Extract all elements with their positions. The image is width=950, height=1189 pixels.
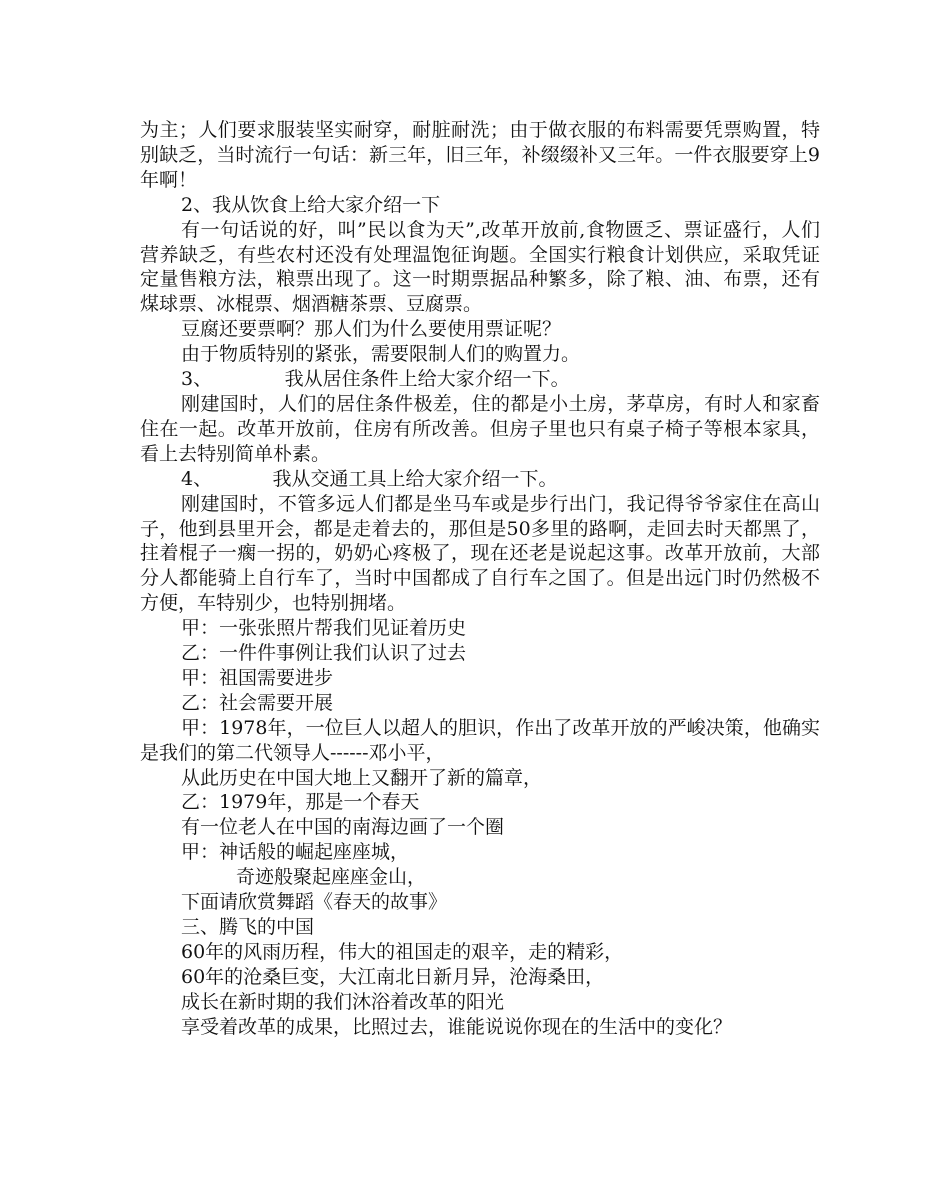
dialogue-line: 乙：1979年，那是一个春天	[181, 791, 420, 814]
paragraph-tofu-question: 豆腐还要票啊？那人们为什么要使用票证呢？	[181, 318, 562, 341]
closing-line: 60年的沧桑巨变，大江南北日新月异，沧海桑田，	[181, 965, 605, 988]
paragraph-transport: 刚建国时，不管多远人们都是坐马车或是步行出门，我记得爷爷家住在高山子，他到县里开会，都是走着去的，那但是50多里的路啊，走回去时天都黑了，拄着棍子一瘸一拐的，奶奶心疼极了，现在还老是说起这事。改革开放前，大部分人都能骑上自行车了，当时中国都成了自行车之国了。但是出远门时仍然极不方便，车特别少，也特别拥堵。	[140, 492, 820, 615]
paragraph-tofu-answer: 由于物质特别的紧张，需要限制人们的购置力。	[181, 343, 581, 366]
performance-announcement: 下面请欣赏舞蹈《春天的故事》	[181, 891, 448, 914]
heading-food: 2、我从饮食上给大家介绍一下	[181, 193, 441, 216]
paragraph-housing: 刚建国时，人们的居住条件极差，住的都是小土房，茅草房，有时人和家畜住在一起。改革开放前，住房有所改善。但房子里也只有桌子椅子等根本家具，看上去特别简单朴素。	[140, 392, 820, 465]
closing-question: 享受着改革的成果，比照过去，谁能说说你现在的生活中的变化？	[181, 1015, 733, 1038]
section-heading: 三、腾飞的中国	[181, 916, 315, 938]
heading-transport: 4、 我从交通工具上给大家介绍一下。	[181, 467, 558, 490]
dialogue-line: 甲：神话般的崛起座座城，	[181, 841, 410, 864]
dialogue-line: 乙：社会需要开展	[181, 691, 334, 714]
heading-housing: 3、 我从居住条件上给大家介绍一下。	[181, 368, 570, 391]
dialogue-line: 甲：祖国需要进步	[181, 666, 334, 689]
dialogue-line: 从此历史在中国大地上又翻开了新的篇章，	[181, 766, 543, 789]
dialogue-line: 有一位老人在中国的南海边画了一个圈	[181, 816, 505, 839]
dialogue-line: 奇迹般聚起座座金山，	[236, 866, 427, 889]
closing-line: 60年的风雨历程，伟大的祖国走的艰辛，走的精彩，	[181, 940, 624, 963]
document-page	[140, 118, 820, 1040]
paragraph-clothing-end: 为主；人们要求服装坚实耐穿，耐脏耐洗；由于做衣服的布料需要凭票购置，特别缺乏，当时流行一句话：新三年，旧三年，补缀缀补又三年。一件衣服要穿上9年啊！	[140, 119, 820, 191]
paragraph-food: 有一句话说的好，叫”民以食为天”,改革开放前,食物匮乏、票证盛行，人们营养缺乏，有些农村还没有处理温饱征询题。全国实行粮食计划供应，采取凭证定量售粮方法，粮票出现了。这一时期票据品种繁多，除了粮、油、布票，还有煤球票、冰棍票、烟酒糖茶票、豆腐票。	[140, 218, 820, 316]
closing-line: 成长在新时期的我们沐浴着改革的阳光	[181, 990, 505, 1013]
dialogue-line: 乙：一件件事例让我们认识了过去	[181, 642, 467, 665]
dialogue-line: 甲：1978年，一位巨人以超人的胆识，作出了改革开放的严峻决策，他确实是我们的第二代领导人------邓小平，	[140, 716, 820, 764]
dialogue-line: 甲：一张张照片帮我们见证着历史	[181, 617, 467, 640]
